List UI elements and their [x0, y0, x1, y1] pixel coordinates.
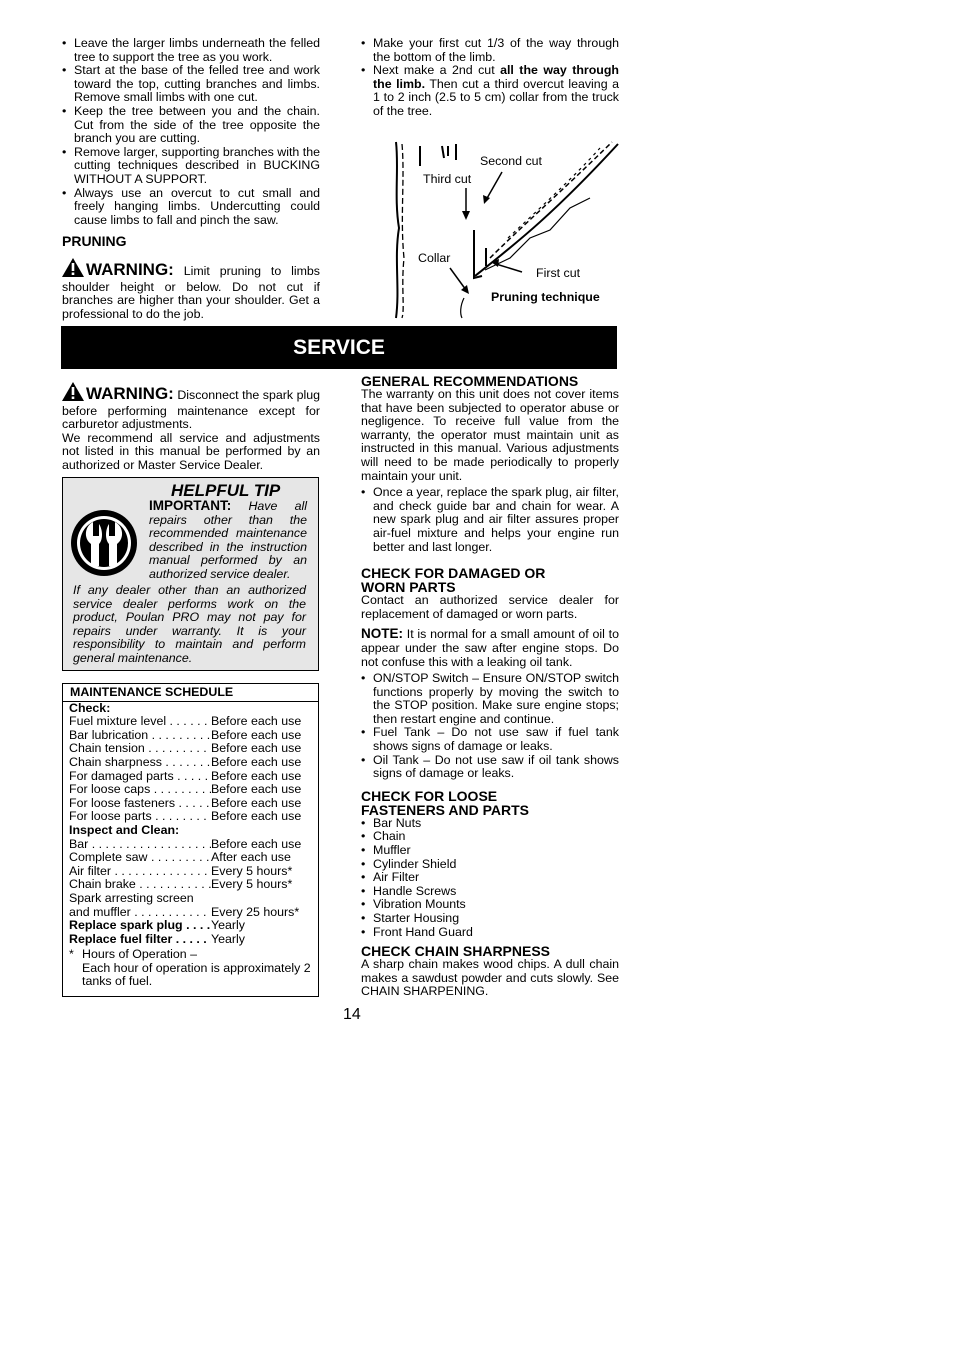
loose-parts-list [361, 817, 619, 939]
table-row: Chain sharpness . . . Before each use [69, 756, 318, 770]
general-bullets [361, 486, 619, 554]
list-item: • Fuel Tank – Do not use saw if fuel tank shows signs of damage or leaks. [361, 726, 619, 753]
warning-triangle-icon [62, 382, 84, 405]
list-item: • Cylinder Shield [361, 858, 619, 872]
pruning-warning [62, 258, 320, 321]
figure-caption: Pruning technique [491, 290, 600, 304]
schedule-footnote: * Hours of Operation – Each hour of operation is approximately 2 tanks of fuel. [69, 947, 311, 989]
list-item: • Once a year, replace the spark plug, air filter, and check guide bar and chain for wear. A new spark plug and air filter assures proper air-fuel mixture and helps your engine run better and last longer. [361, 486, 619, 554]
list-item: • Next make a 2nd cut all the way through the limb. Then cut a third overcut leaving a 1 to 2 inch (2.5 to 5 cm) collar from the truck of the tree. [361, 64, 619, 118]
pruning-heading: PRUNING [62, 233, 127, 249]
table-row: For damaged parts . . . Before each use [69, 770, 318, 784]
page-number: 14 [343, 1006, 361, 1023]
pruning-steps [361, 37, 619, 119]
warning-text: Disconnect the spark plug before performing maintenance except for carburetor adjustments. [62, 388, 320, 432]
important-label: IMPORTANT: [149, 498, 232, 513]
label-first-cut: First cut [536, 266, 581, 280]
list-item: • Keep the tree between you and the chain. Cut from the side of the tree opposite the branch you are cutting. [62, 105, 320, 146]
list-item: • Chain [361, 830, 619, 844]
service-warning [62, 382, 320, 473]
list-item: • Oil Tank – Do not use saw if oil tank shows signs of damage or leaks. [361, 754, 619, 781]
general-heading: GENERAL RECOMMENDATIONS [361, 373, 579, 389]
service-right-column [361, 374, 619, 999]
list-item: • Muffler [361, 844, 619, 858]
warning-text: Limit pruning to limbs shoulder height or below. Do not cut if branches are higher than your shoulder. Get a professional to do the job. [62, 264, 320, 321]
limbing-bullets [62, 37, 320, 227]
list-item: • Bar Nuts [361, 817, 619, 831]
table-row: Fuel mixture level . . . Before each use [69, 715, 318, 729]
table-row: Air filter . . . Every 5 hours* [69, 865, 318, 879]
table-row: For loose parts . . . Before each use [69, 810, 318, 824]
table-row: Replace spark plug . . . Yearly [69, 919, 318, 933]
wrench-icon [69, 508, 139, 583]
list-item: • Air Filter [361, 871, 619, 885]
list-item: • Handle Screws [361, 885, 619, 899]
schedule-title: MAINTENANCE SCHEDULE [63, 684, 318, 702]
list-item: • Make your first cut 1/3 of the way through the bottom of the limb. [361, 37, 619, 64]
warning-label: WARNING: [86, 260, 174, 279]
note [361, 627, 619, 669]
table-row: Replace fuel filter . . . Yearly [69, 933, 318, 947]
list-item: • Front Hand Guard [361, 926, 619, 940]
list-item: • Always use an overcut to cut small and freely hanging limbs. Undercutting could cause limbs to fall and pinch the saw. [62, 187, 320, 228]
warning-label: WARNING: [86, 384, 174, 403]
loose-heading: CHECK FOR LOOSE FASTENERS AND PARTS [361, 787, 530, 818]
helpful-tip-important [149, 499, 307, 582]
table-row: Bar . . . Before each use [69, 838, 318, 852]
damaged-heading: CHECK FOR DAMAGED OR WORN PARTS [361, 565, 546, 596]
table-row: Complete saw . . . After each use [69, 851, 318, 865]
table-row: Bar lubrication . . . Before each use [69, 729, 318, 743]
note-label: NOTE: [361, 626, 403, 642]
pruning-figure [390, 138, 622, 320]
damaged-bullets [361, 672, 619, 781]
service-banner: SERVICE [61, 326, 617, 369]
label-second-cut: Second cut [480, 154, 542, 168]
table-row: Chain tension . . . Before each use [69, 742, 318, 756]
warning-triangle-icon [62, 258, 84, 281]
inspect-heading: Inspect and Clean: [69, 822, 180, 837]
note-text: It is normal for a small amount of oil to appear under the saw after engine stops. Do not confuse this with a leaking oil tank. [361, 627, 619, 669]
damaged-text: Contact an authorized service dealer for replacement of damaged or worn parts. [361, 593, 619, 621]
list-item: • Remove larger, supporting branches with the cutting techniques described in BUCKING WITHOUT A SUPPORT. [62, 146, 320, 187]
list-item: • Start at the base of the felled tree and work toward the top, cutting branches and limbs. Remove small limbs with one cut. [62, 64, 320, 105]
check-heading: Check: [69, 700, 111, 715]
list-item: • Leave the larger limbs underneath the felled tree to support the tree as you work. [62, 37, 320, 64]
table-row: For loose fasteners . . . Before each use [69, 797, 318, 811]
table-row: and muffler . . . Every 25 hours* [69, 906, 318, 920]
general-text: The warranty on this unit does not cover items that have been subjected to operator abuse or negligence. To receive full value from the warranty, the operator must maintain unit as instructed in this manual. Various adjustments will need to be made periodically to properly maintain your unit. [361, 387, 619, 483]
helpful-tip-box [62, 477, 319, 671]
list-item: • Starter Housing [361, 912, 619, 926]
maintenance-schedule [62, 683, 319, 997]
table-row: Chain brake . . . Every 5 hours* [69, 878, 318, 892]
list-item: • ON/STOP Switch – Ensure ON/STOP switch functions properly by moving the switch to the STOP position. Make sure engine stops; then restart engine and continue. [361, 672, 619, 726]
label-third-cut: Third cut [423, 172, 472, 186]
helpful-tip-text: If any dealer other than an authorized service dealer performs work on the product, Poulan PRO may not pay for repairs under warranty. It is your responsibility to maintain and perform general maintenance. [73, 583, 306, 665]
helpful-tip-title: HELPFUL TIP [171, 481, 281, 500]
sharpness-heading: CHECK CHAIN SHARPNESS [361, 943, 551, 960]
dealer-paragraph: We recommend all service and adjustments not listed in this manual be performed by an authorized or Master Service Dealer. [62, 430, 320, 472]
list-item: • Vibration Mounts [361, 898, 619, 912]
table-row: Spark arresting screen [69, 890, 194, 905]
important-text: Have all repairs other than the recommended maintenance described in the instruction manual performed by an authorized service dealer. [149, 499, 307, 581]
sharpness-text: A sharp chain makes wood chips. A dull chain makes a sawdust powder and cuts slowly. See CHAIN SHARPENING. [361, 957, 619, 999]
table-row: For loose caps . . . Before each use [69, 783, 318, 797]
label-collar: Collar [418, 251, 451, 265]
